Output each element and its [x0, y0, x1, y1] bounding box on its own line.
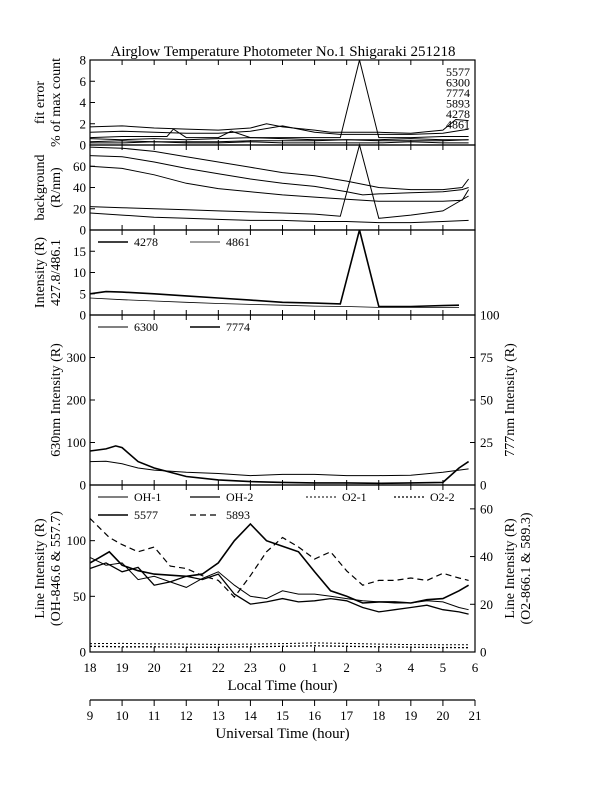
- local-time-tick-label: 3: [375, 660, 382, 675]
- panel-line-intensity-ytick-label: 0: [79, 644, 86, 660]
- panel-red-green-right-ytick-label: 50: [480, 392, 493, 408]
- local-time-tick-label: 1: [311, 660, 318, 675]
- panel-intensity-427-486-legend-label: 4278: [134, 235, 158, 249]
- panel-fit-error-series-label: 6300: [446, 75, 470, 90]
- panel-line-intensity-legend-label: OH-2: [226, 490, 254, 504]
- panel-line-intensity-right-ytick-label: 60: [480, 501, 493, 517]
- panel-background-ytick-label: 20: [73, 201, 86, 217]
- panel-fit-error-series-label: 7774: [446, 86, 470, 100]
- panel-line-intensity-right-ytick-label: 0: [480, 644, 487, 660]
- panel-line-intensity-ylabel: Line Intensity (R): [33, 518, 48, 619]
- universal-time-tick-label: 11: [147, 708, 161, 723]
- panel-red-green: [90, 315, 475, 485]
- panel-red-green-frame: [90, 315, 475, 485]
- panel-line-intensity-legend-label: 5893: [226, 508, 250, 522]
- panel-red-green-right-ytick-label: 100: [480, 307, 500, 323]
- panel-intensity-427-486-legend-label: 4861: [226, 235, 250, 249]
- panel-red-green-legend-label: 6300: [134, 320, 158, 334]
- local-time-tick-label: 6: [471, 660, 479, 675]
- panel-red-green-series-line: [90, 446, 469, 483]
- universal-time-tick-label: 21: [468, 708, 482, 723]
- universal-time-tick-label: 19: [404, 708, 418, 723]
- panel-background-ytick-label: 60: [73, 158, 86, 174]
- panel-line-intensity-legend-label: O2-1: [342, 490, 367, 504]
- panel-line-intensity-ytick-label: 100: [66, 533, 86, 549]
- universal-time-tick-label: 16: [308, 708, 322, 723]
- local-time-tick-label: 18: [83, 660, 97, 675]
- panel-fit-error-ytick-label: 2: [79, 116, 86, 132]
- panel-red-green-right-ytick-label: 0: [480, 477, 487, 493]
- panel-line-intensity-right-ytick-label: 40: [480, 549, 493, 565]
- panel-red-green-series-line: [90, 461, 469, 475]
- universal-time-axis-label: Universal Time (hour): [215, 726, 350, 742]
- panel-line-intensity-legend-label: OH-1: [134, 490, 162, 504]
- panel-background-ytick-label: 0: [79, 222, 86, 238]
- panel-fit-error-ytick-label: 0: [79, 137, 86, 153]
- universal-time-tick-label: 12: [179, 708, 193, 723]
- local-time-tick-label: 0: [279, 660, 286, 675]
- panel-line-intensity-ytick-label: 50: [73, 588, 86, 604]
- universal-time-tick-label: 15: [276, 708, 289, 723]
- panel-red-green-legend-label: 7774: [226, 320, 250, 334]
- universal-time-tick-label: 18: [372, 708, 386, 723]
- local-time-tick-label: 23: [243, 660, 257, 675]
- universal-time-tick-label: 14: [243, 708, 257, 723]
- panel-fit-error-ylabel: % of max count: [49, 57, 64, 148]
- panel-line-intensity-legend-label: 5577: [134, 508, 158, 522]
- panel-line-intensity-right-ylabel: Line Intensity (R): [503, 518, 518, 619]
- local-time-tick-label: 4: [407, 660, 415, 675]
- panel-intensity-427-486-ylabel: 427.8/486.1: [49, 239, 64, 306]
- universal-time-tick-label: 9: [86, 708, 94, 723]
- panel-red-green-ytick-label: 0: [79, 477, 86, 493]
- local-time-tick-label: 21: [179, 660, 193, 675]
- panel-line-intensity-series-line: [90, 646, 469, 648]
- panel-red-green-right-ytick-label: 25: [480, 435, 493, 450]
- panel-red-green-right-ytick-label: 75: [480, 350, 493, 365]
- panel-red-green-ytick-label: 200: [66, 392, 86, 408]
- local-time-tick-label: 20: [147, 660, 161, 675]
- panel-background-ytick-label: 40: [73, 180, 86, 195]
- plot-layer: [33, 53, 534, 743]
- local-time-axis-label: Local Time (hour): [227, 678, 338, 694]
- panel-fit-error-ylabel: fit error: [33, 80, 48, 125]
- universal-time-tick-label: 10: [115, 708, 129, 723]
- panel-fit-error-ytick-label: 8: [79, 52, 86, 68]
- panel-fit-error-series-label: 4861: [446, 117, 470, 132]
- panel-line-intensity-series-line: [90, 524, 469, 603]
- panel-fit-error-series-label: 5577: [446, 65, 470, 79]
- panel-intensity-427-486-ytick-label: 10: [73, 265, 86, 280]
- universal-time-tick-label: 13: [211, 708, 225, 723]
- panel-fit-error-series-label: 5893: [446, 96, 470, 111]
- panel-background-series-line: [90, 145, 469, 218]
- panel-fit-error-series-label: 4278: [446, 107, 470, 121]
- panel-line-intensity-series-line: [90, 557, 469, 609]
- panel-line-intensity-right-ytick-label: 20: [480, 596, 493, 612]
- panel-intensity-427-486-ytick-label: 15: [73, 243, 86, 259]
- panel-intensity-427-486-ytick-label: 0: [79, 307, 86, 323]
- panel-background-series-line: [90, 156, 469, 195]
- chart-title: Airglow Temperature Photometer No.1 Shigaraki 251218: [110, 44, 456, 60]
- panel-line-intensity-series-line: [90, 518, 469, 597]
- panel-red-green-ytick-label: 100: [66, 435, 86, 450]
- panel-background-ylabel: background: [33, 154, 48, 221]
- panel-background-ylabel: (R/nm): [49, 167, 64, 208]
- panel-intensity-427-486-ytick-label: 5: [79, 286, 86, 302]
- panel-red-green-ylabel: 630nm Intensity (R): [49, 343, 64, 457]
- panel-intensity-427-486-ylabel: Intensity (R): [33, 236, 48, 309]
- panel-background-series-line: [90, 213, 469, 223]
- local-time-tick-label: 22: [211, 660, 225, 675]
- panel-line-intensity-ylabel: (OH-846.6 & 557.7): [49, 510, 64, 627]
- local-time-tick-label: 5: [439, 660, 447, 675]
- panel-fit-error-series-line: [90, 142, 469, 143]
- universal-time-tick-label: 17: [340, 708, 354, 723]
- local-time-tick-label: 2: [343, 660, 350, 675]
- panel-fit-error-ytick-label: 4: [79, 95, 86, 110]
- panel-fit-error-ytick-label: 6: [79, 73, 86, 89]
- panel-line-intensity-series-line: [90, 563, 469, 614]
- panel-red-green-right-ylabel: 777nm Intensity (R): [503, 343, 518, 457]
- panel-background-series-line: [90, 166, 469, 201]
- local-time-tick-label: 19: [115, 660, 129, 675]
- panel-line-intensity-legend-label: O2-2: [430, 490, 455, 504]
- panel-line-intensity-right-ylabel: (O2-866.1 & 589.3): [519, 512, 534, 625]
- universal-time-tick-label: 20: [436, 708, 450, 723]
- panel-line-intensity-series-line: [90, 643, 469, 645]
- panel-red-green-ytick-label: 300: [66, 350, 86, 365]
